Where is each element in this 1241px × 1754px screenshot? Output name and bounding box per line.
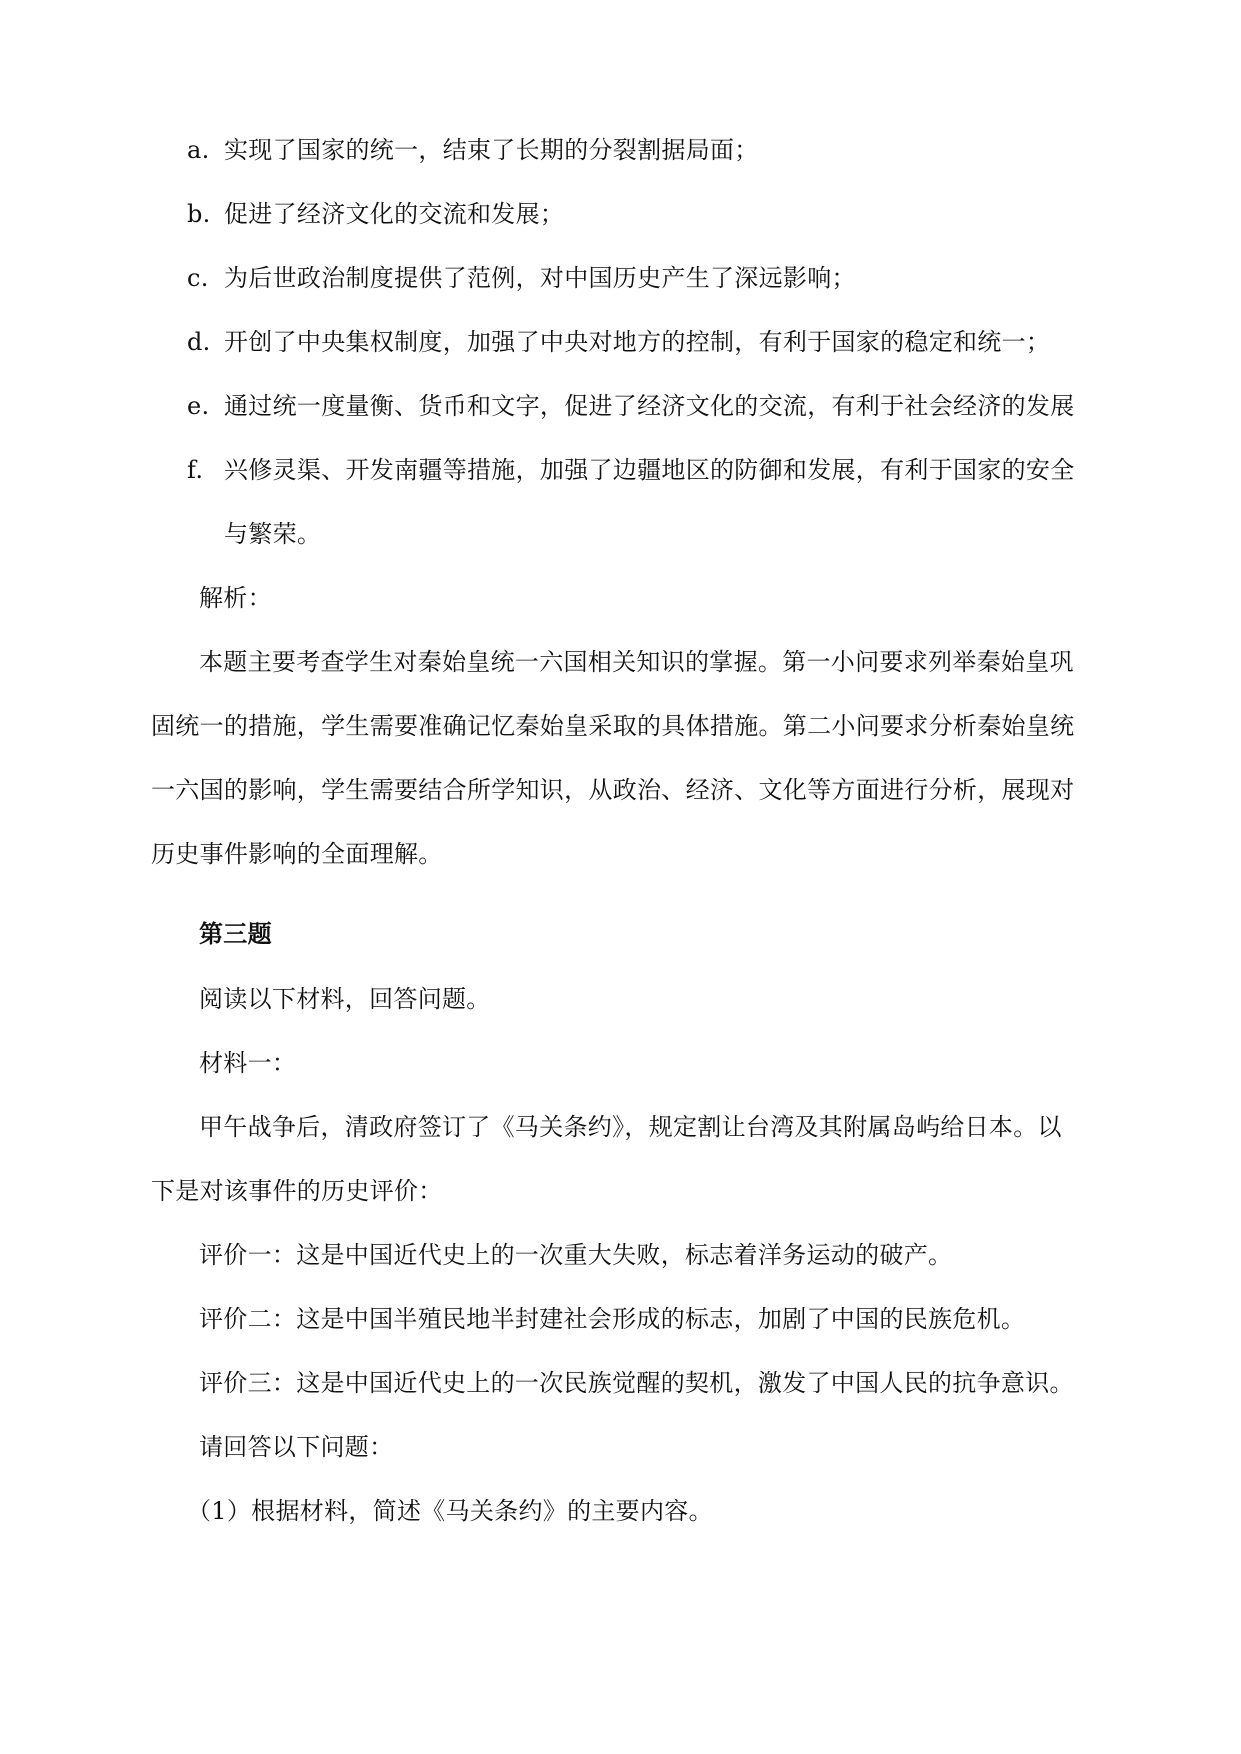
material-line: 甲午战争后，清政府签订了《马关条约》，规定割让台湾及其附属岛屿给日本。以 — [199, 1113, 1062, 1141]
list-item — [187, 326, 1050, 358]
list-item-text: 促进了经济文化的交流和发展； — [224, 200, 565, 228]
list-marker: b. — [187, 200, 211, 228]
list-item — [187, 454, 1075, 486]
list-item-continuation: 与繁荣。 — [224, 520, 322, 548]
evaluation-line: 评价一：这是中国近代史上的一次重大失败，标志着洋务运动的破产。 — [199, 1241, 953, 1269]
list-item — [187, 262, 856, 294]
list-item-text: 通过统一度量衡、货币和文字，促进了经济文化的交流，有利于社会经济的发展 — [224, 392, 1075, 420]
question-heading: 第三题 — [199, 919, 272, 948]
list-marker: d. — [187, 328, 211, 356]
answer-prompt: 请回答以下问题： — [199, 1433, 394, 1461]
list-item-text: 实现了国家的统一，结束了长期的分裂割据局面； — [224, 136, 759, 164]
evaluation-line: 评价二：这是中国半殖民地半封建社会形成的标志，加剧了中国的民族危机。 — [199, 1305, 1026, 1333]
list-item-text: 为后世政治制度提供了范例，对中国历史产生了深远影响； — [224, 264, 856, 292]
list-marker: a. — [187, 136, 210, 164]
list-marker: f. — [187, 456, 204, 484]
material-label: 材料一： — [199, 1049, 297, 1077]
evaluation-line: 评价三：这是中国近代史上的一次民族觉醒的契机，激发了中国人民的抗争意识。 — [199, 1369, 1074, 1397]
analysis-label: 解析： — [199, 584, 272, 612]
list-item-text: 兴修灵渠、开发南疆等措施，加强了边疆地区的防御和发展，有利于国家的安全 — [224, 456, 1075, 484]
list-item — [187, 390, 1075, 422]
question-instruction: 阅读以下材料，回答问题。 — [199, 985, 491, 1013]
material-line: 下是对该事件的历史评价： — [151, 1177, 443, 1205]
sub-question: （1）根据材料，简述《马关条约》的主要内容。 — [187, 1497, 713, 1525]
list-marker: e. — [187, 392, 210, 420]
analysis-line: 固统一的措施，学生需要准确记忆秦始皇采取的具体措施。第二小问要求分析秦始皇统 — [151, 712, 1075, 740]
analysis-line: 本题主要考查学生对秦始皇统一六国相关知识的掌握。第一小问要求列举秦始皇巩 — [199, 648, 1074, 676]
list-item — [187, 134, 759, 166]
list-marker: c. — [187, 264, 209, 292]
analysis-line: 一六国的影响，学生需要结合所学知识，从政治、经济、文化等方面进行分析，展现对 — [151, 776, 1075, 804]
analysis-line: 历史事件影响的全面理解。 — [151, 840, 443, 868]
list-item — [187, 198, 564, 230]
list-item-text: 开创了中央集权制度，加强了中央对地方的控制，有利于国家的稳定和统一； — [224, 328, 1051, 356]
